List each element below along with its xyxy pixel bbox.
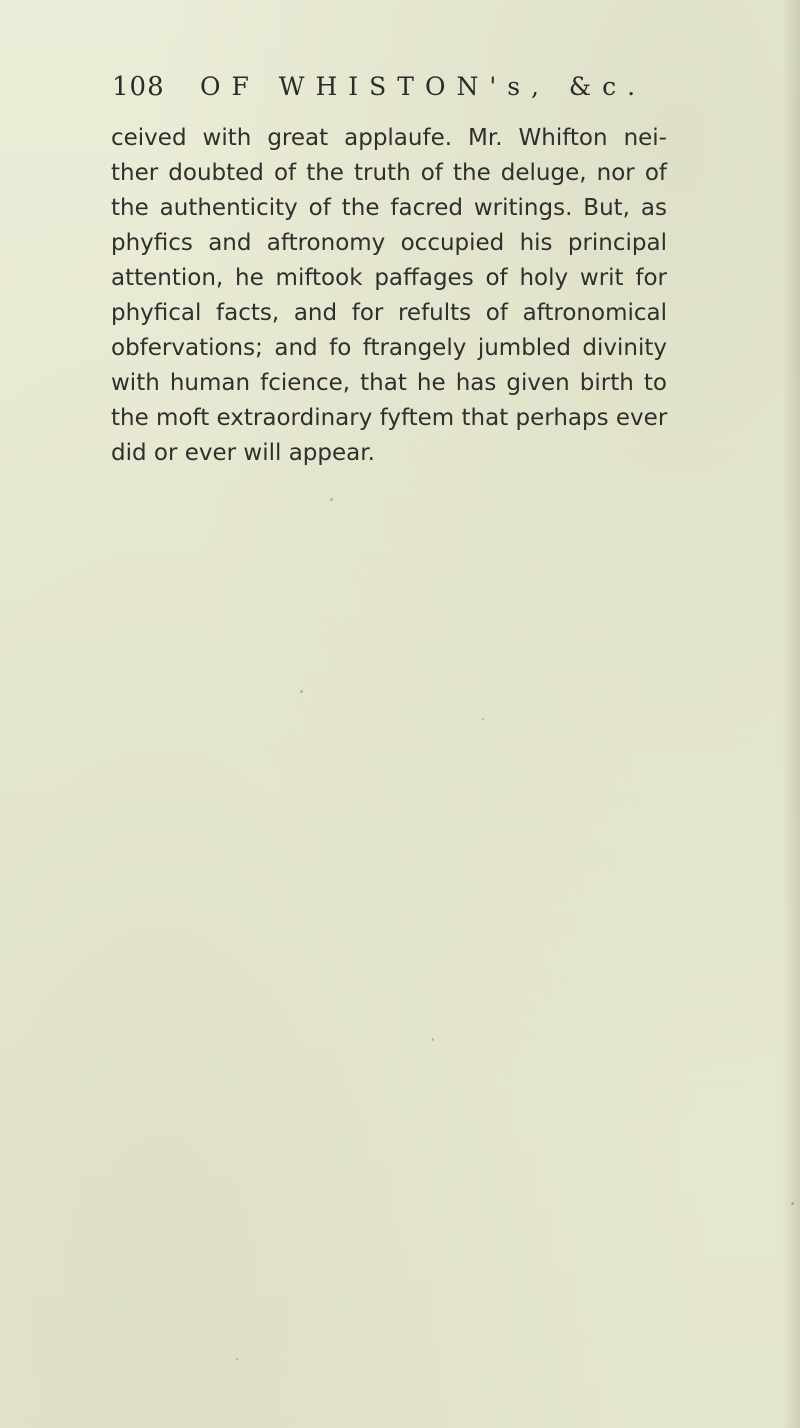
text-line: with human fcience, that he has given birth to bbox=[111, 370, 667, 396]
paper-speck bbox=[482, 718, 484, 720]
paper-speck bbox=[236, 1358, 238, 1360]
text-line: attention, he miftook paffages of holy writ for bbox=[111, 265, 667, 291]
page-edge-shadow bbox=[782, 0, 800, 1428]
paper-speck bbox=[300, 690, 303, 693]
text-line: the authenticity of the facred writings. But, as bbox=[111, 195, 667, 221]
text-line: ther doubted of the truth of the deluge, nor of bbox=[111, 160, 667, 186]
text-line: ceived with great applaufe. Mr. Whifton nei- bbox=[111, 125, 667, 151]
text-line: did or ever will appear. bbox=[111, 440, 375, 466]
text-line: obfervations; and fo ftrangely jumbled divinity bbox=[111, 335, 667, 361]
text-line: phyfics and aftronomy occupied his principal bbox=[111, 230, 667, 256]
paper-speck bbox=[791, 1202, 794, 1205]
body-text bbox=[111, 121, 671, 471]
page-header bbox=[112, 72, 668, 112]
text-line: phyfical facts, and for refults of aftronomical bbox=[111, 300, 667, 326]
paper-speck bbox=[432, 1038, 434, 1041]
text-line: the moft extraordinary fyftem that perhaps ever bbox=[111, 405, 668, 431]
running-head: OF WHISTON's, &c. bbox=[200, 72, 647, 101]
page-number: 108 bbox=[112, 72, 165, 102]
paper-speck bbox=[330, 498, 333, 501]
